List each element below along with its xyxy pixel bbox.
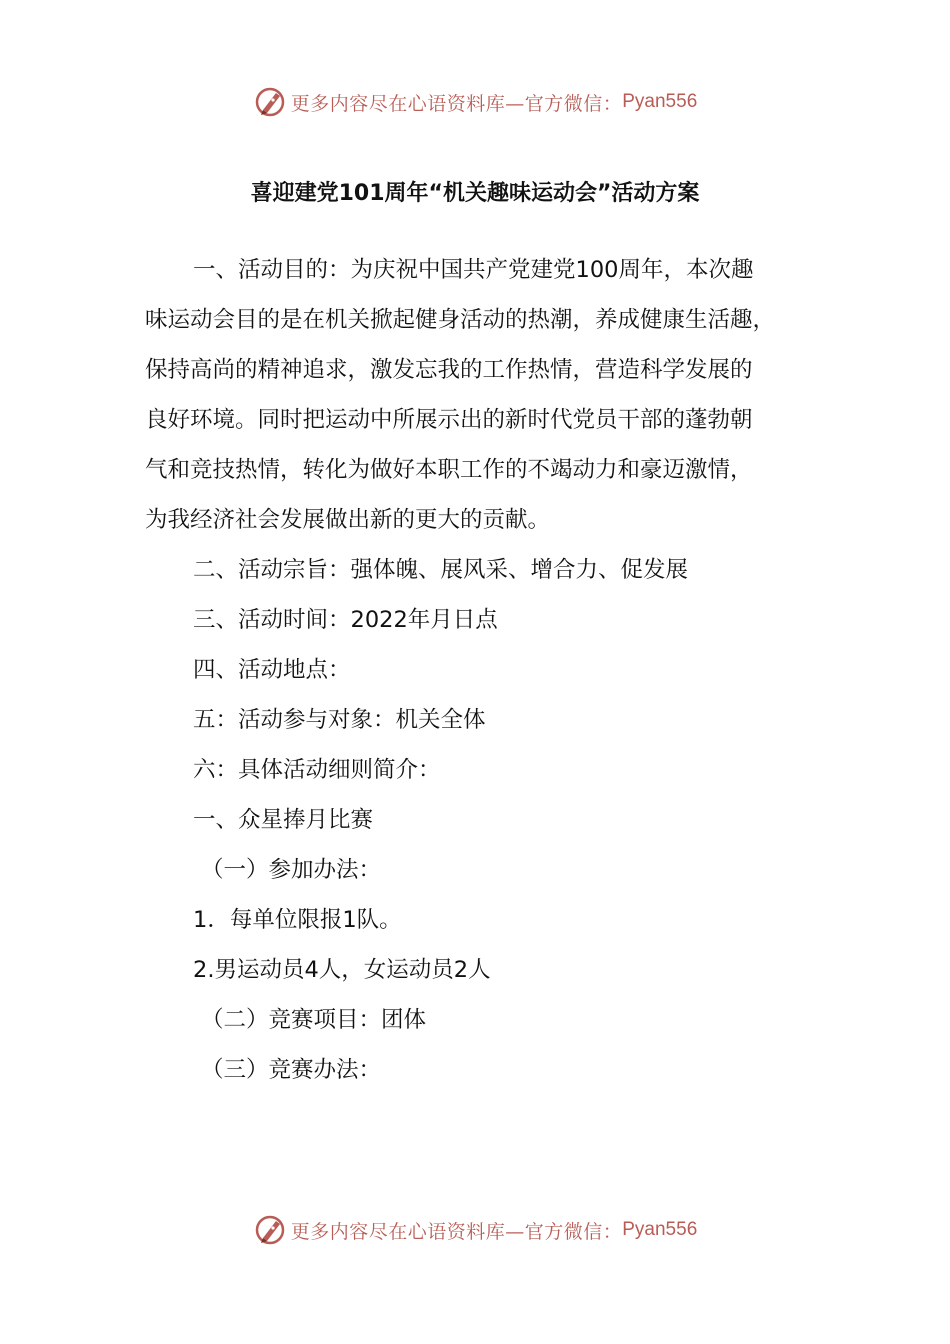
purpose-paragraph xyxy=(145,245,807,545)
purpose-line: 一、活动目的：为庆祝中国共产党建党100周年，本次趣 xyxy=(193,257,754,283)
wechat-id: Pyan556 xyxy=(622,91,698,112)
plan-item-location: 四、活动地点： xyxy=(193,657,351,683)
plan-item-details: 六：具体活动细则简介： xyxy=(193,757,441,783)
banner-text: 更多内容尽在心语资料库—官方微信： xyxy=(290,1220,623,1243)
banner-text: 更多内容尽在心语资料库—官方微信： xyxy=(290,92,623,115)
subsection-heading: （二）竞赛项目：团体 xyxy=(201,1007,427,1033)
pen-nib-logo-icon xyxy=(253,85,287,119)
rule-item: 2.男运动员4人，女运动员2人 xyxy=(193,957,491,983)
purpose-line: 保持高尚的精神追求，激发忘我的工作热情，营造科学发展的 xyxy=(145,357,753,383)
header-banner xyxy=(0,82,950,122)
plan-item-purpose: 二、活动宗旨：强体魄、展风采、增合力、促发展 xyxy=(193,557,689,583)
subsection-heading: （三）竞赛办法： xyxy=(201,1057,382,1083)
subsection-heading: （一）参加办法： xyxy=(201,857,382,883)
purpose-line: 气和竞技热情，转化为做好本职工作的不竭动力和豪迈激情， xyxy=(145,457,753,483)
purpose-line: 良好环境。同时把运动中所展示出的新时代党员干部的蓬勃朝 xyxy=(145,407,753,433)
section-heading: 一、众星捧月比赛 xyxy=(193,807,374,833)
plan-items xyxy=(145,545,807,1095)
plan-item-time: 三、活动时间：2022年月日点 xyxy=(193,607,498,633)
pen-nib-logo-icon xyxy=(253,1213,287,1247)
rule-item: 1．每单位限报1队。 xyxy=(193,907,402,933)
purpose-line: 为我经济社会发展做出新的更大的贡献。 xyxy=(145,507,551,533)
plan-item-participants: 五：活动参与对象：机关全体 xyxy=(193,707,486,733)
footer-banner xyxy=(0,1210,950,1250)
wechat-id: Pyan556 xyxy=(622,1219,698,1240)
page-title: 喜迎建党101周年“机关趣味运动会”活动方案 xyxy=(250,181,700,206)
purpose-line: 味运动会目的是在机关掀起健身活动的热潮，养成健康生活趣， xyxy=(145,307,776,333)
